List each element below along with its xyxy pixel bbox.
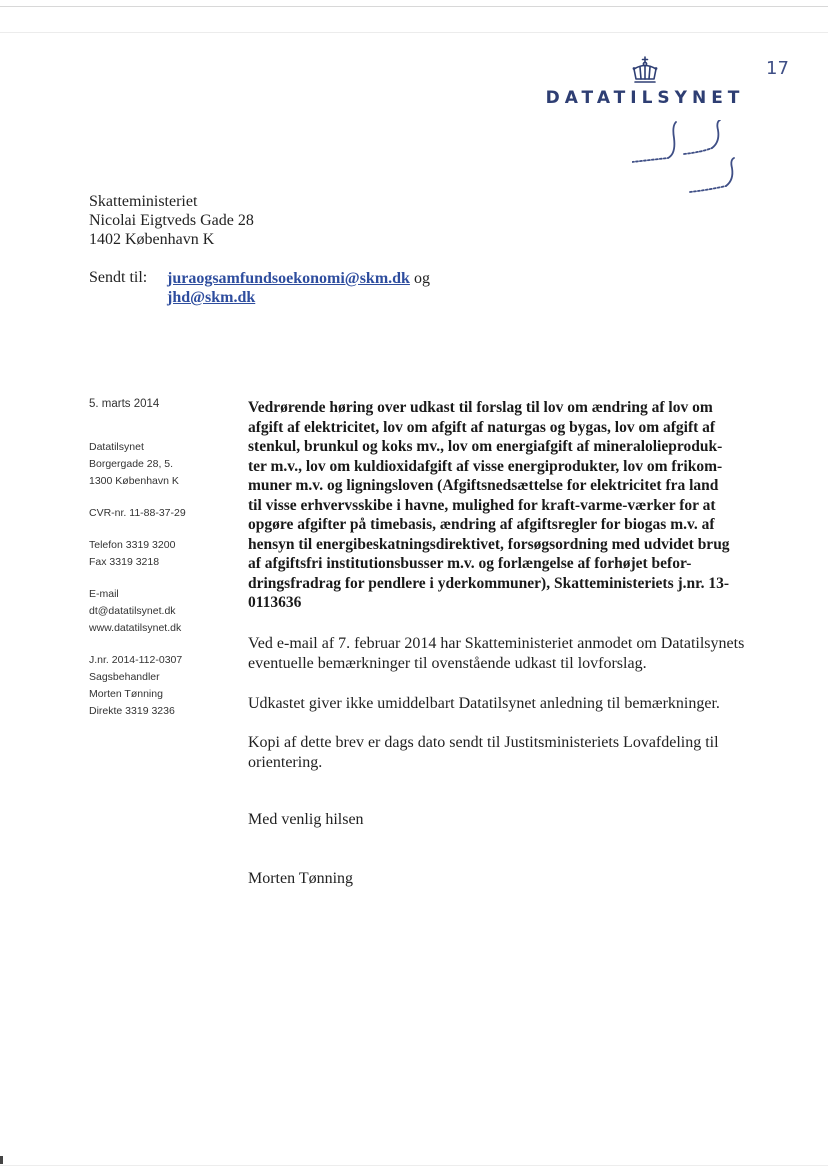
letter-subject bbox=[248, 398, 768, 613]
sender-email-link[interactable]: dt@datatilsynet.dk bbox=[89, 605, 176, 617]
scan-edge-bottom bbox=[0, 1165, 828, 1166]
signature-name: Morten Tønning bbox=[248, 870, 354, 887]
body-line: Ved e-mail af 7. februar 2014 har Skatteministeriet anmodet om Datatilsynets bbox=[248, 635, 745, 652]
scan-artifact-mark bbox=[0, 1156, 3, 1164]
case-number: J.nr. 2014-112-0307 bbox=[89, 654, 183, 666]
sender-street: Borgergade 28, 5. bbox=[89, 458, 174, 470]
closing-salutation: Med venlig hilsen bbox=[248, 811, 364, 828]
subject-line: afgift af elektricitet, lov om afgift af naturgas og bygas, lov om afgift af bbox=[248, 418, 716, 436]
subject-line: til visse erhvervsskibe i havne, mulighed for kraft-varme-værker for at bbox=[248, 496, 716, 514]
body-paragraph-response bbox=[248, 694, 778, 714]
subject-line: dringsfradrag for pendlere i yderkommuner), Skatteministeriets j.nr. 13- bbox=[248, 574, 730, 592]
email-label: E-mail bbox=[89, 588, 119, 600]
address-line: Nicolai Eigtveds Gade 28 bbox=[89, 212, 254, 229]
phone-number: Telefon 3319 3200 bbox=[89, 539, 176, 551]
sender-info-sidebar bbox=[89, 396, 239, 735]
case-handler-label: Sagsbehandler bbox=[89, 671, 160, 683]
body-line: orientering. bbox=[248, 754, 323, 771]
address-line: 1402 København K bbox=[89, 231, 215, 248]
sender-address bbox=[89, 439, 239, 490]
scan-edge-top bbox=[0, 6, 828, 7]
subject-line: hensyn til energibeskatningsdirektivet, forsøgsordning med udvidet brug bbox=[248, 535, 730, 553]
sender-city: 1300 København K bbox=[89, 475, 179, 487]
sent-to-emails bbox=[167, 269, 430, 307]
subject-line: muner m.v. og ligningsloven (Afgiftsnedsættelse for elektricitet fra land bbox=[248, 477, 719, 494]
body-line: Udkastet giver ikke umiddelbart Datatilsynet anledning til bemærkninger. bbox=[248, 695, 720, 712]
subject-line: Vedrørende høring over udkast til forslag til lov om ændring af lov om bbox=[248, 399, 713, 416]
sender-org: Datatilsynet bbox=[89, 441, 144, 453]
sender-website-link[interactable]: www.datatilsynet.dk bbox=[89, 622, 182, 634]
subject-line: af afgiftsfri institutionsbusser m.v. og forlængelse af forhøjet befor- bbox=[248, 555, 692, 572]
body-paragraph-copy bbox=[248, 733, 778, 773]
email-link-jhd[interactable]: jhd@skm.dk bbox=[167, 289, 256, 306]
handwritten-page-number: 17 bbox=[766, 58, 789, 79]
contact-online bbox=[89, 586, 239, 637]
subject-line: opgøre afgifter på timebasis, ændring af afgiftsregler for biogas m.v. af bbox=[248, 516, 715, 533]
direct-phone: Direkte 3319 3236 bbox=[89, 705, 175, 717]
crown-icon bbox=[630, 56, 660, 86]
address-line: Skatteministeriet bbox=[89, 193, 198, 210]
handwritten-initials bbox=[632, 120, 752, 200]
fax-number: Fax 3319 3218 bbox=[89, 556, 160, 568]
case-info bbox=[89, 652, 239, 720]
conjunction-text: og bbox=[413, 270, 430, 287]
logo-wordmark: DATATILSYNET bbox=[545, 88, 745, 108]
body-paragraph-request bbox=[248, 634, 778, 674]
subject-line: stenkul, brunkul og koks mv., lov om energiafgift af mineralolieproduk- bbox=[248, 438, 723, 455]
phone-fax bbox=[89, 537, 239, 571]
datatilsynet-logo bbox=[532, 56, 758, 108]
cvr-text: CVR-nr. 11-88-37-29 bbox=[89, 507, 186, 519]
email-link-skm-jura[interactable]: juraogsamfundsoekonomi@skm.dk bbox=[167, 270, 410, 287]
scan-edge-top-faint bbox=[0, 32, 828, 33]
subject-line: ter m.v., lov om kuldioxidafgift af visse energiprodukter, lov om frikom- bbox=[248, 457, 723, 475]
body-line: eventuelle bemærkninger til ovenstående udkast til lovforslag. bbox=[248, 655, 647, 672]
subject-line: 0113636 bbox=[248, 594, 302, 611]
case-handler-name: Morten Tønning bbox=[89, 688, 163, 700]
cvr-number bbox=[89, 505, 239, 522]
sent-to-label: Sendt til: bbox=[89, 269, 148, 286]
body-line: Kopi af dette brev er dags dato sendt til Justitsministeriets Lovafdeling til bbox=[248, 734, 719, 751]
recipient-address bbox=[89, 192, 254, 249]
letter-date: 5. marts 2014 bbox=[89, 398, 160, 410]
